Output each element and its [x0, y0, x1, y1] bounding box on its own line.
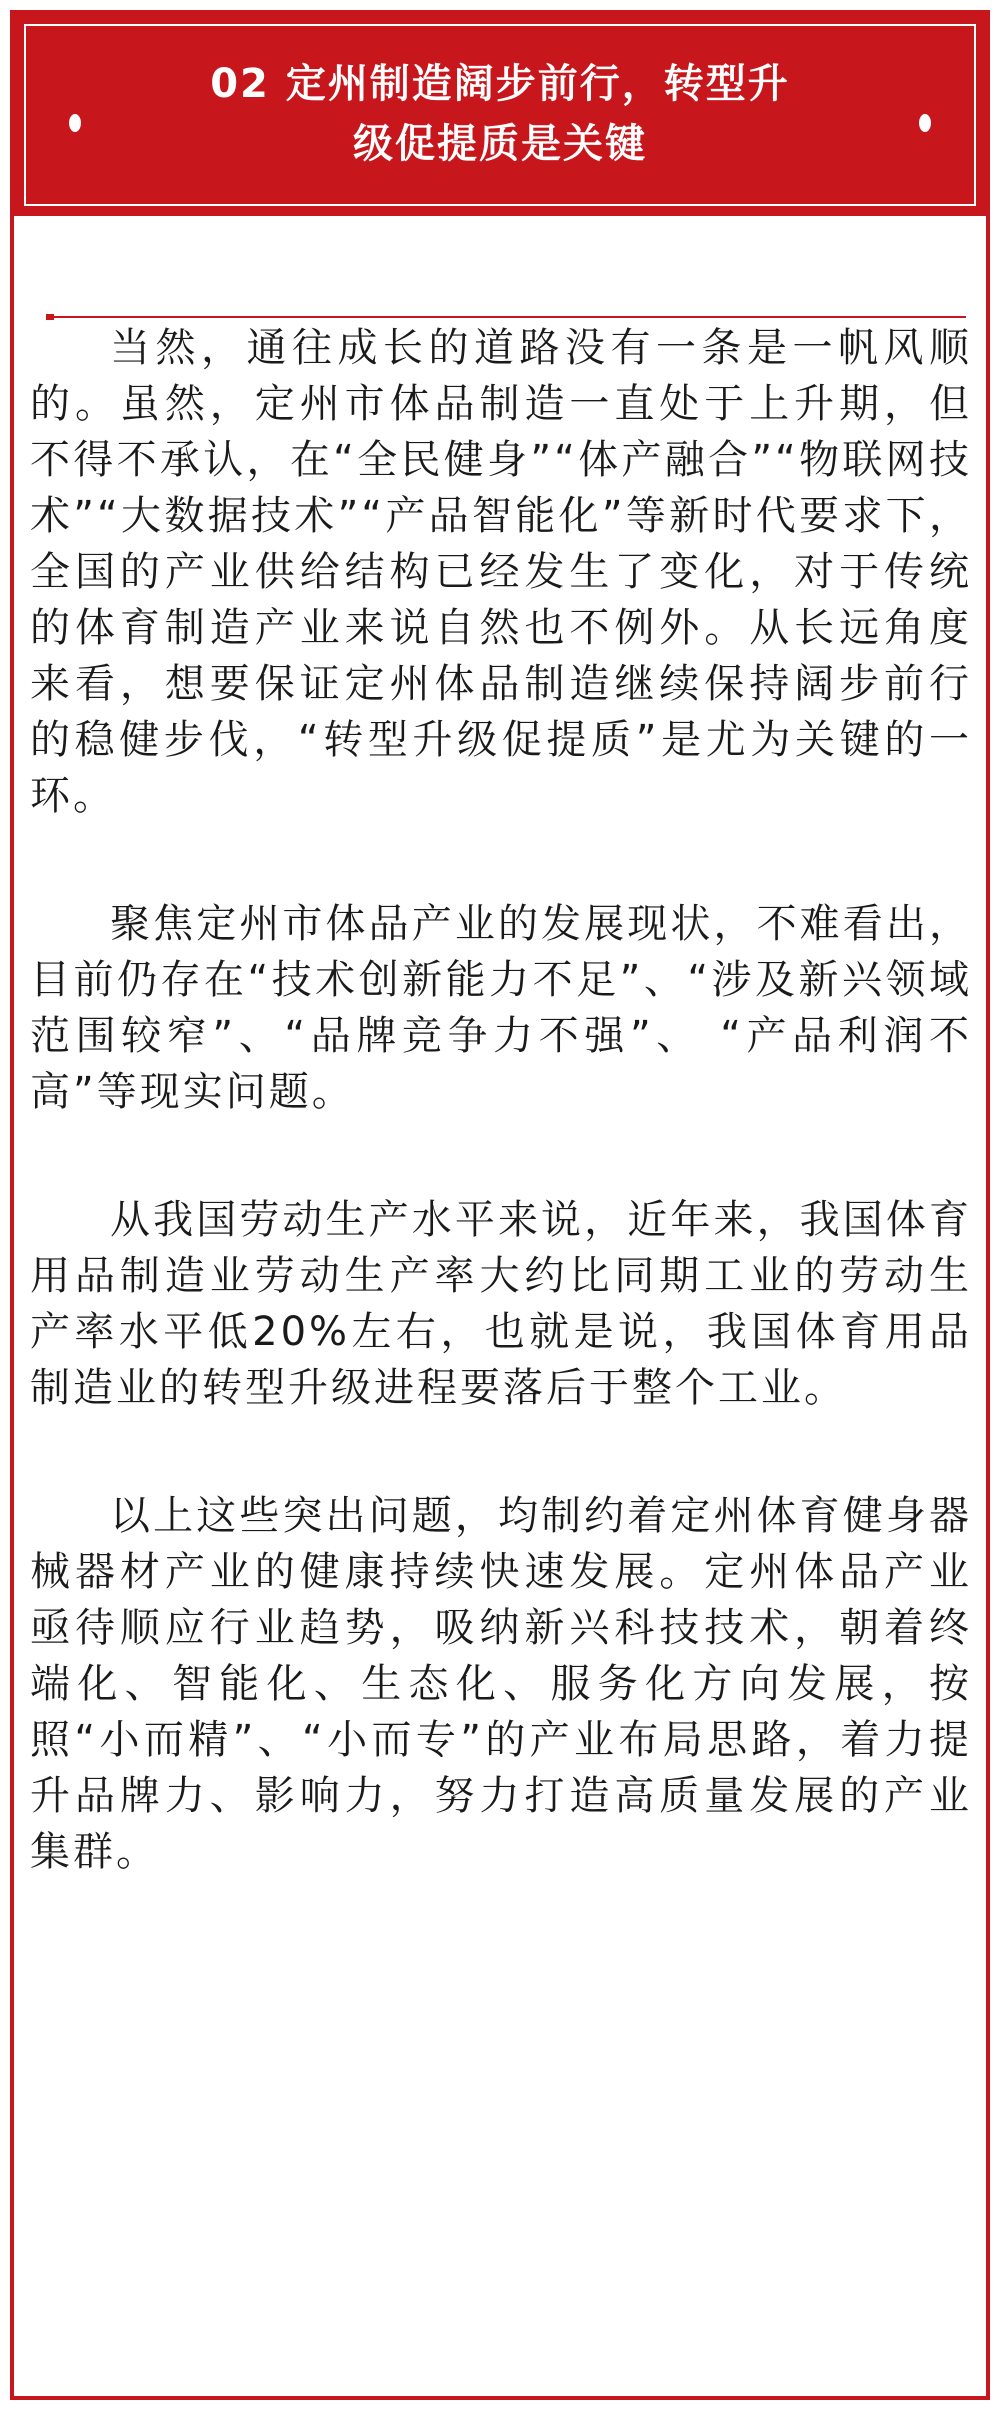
- article-frame: [10, 10, 990, 2400]
- paragraph-3: 从我国劳动生产水平来说，近年来，我国体育用品制造业劳动生产率大约比同期工业的劳动生产率水平低20%左右，也就是说，我国体育用品制造业的转型升级进程要落后于整个工业。: [30, 1197, 972, 1411]
- paragraph-1: 当然，通往成长的道路没有一条是一帆风顺的。虽然，定州市体品制造一直处于上升期，但不得不承认，在“全民健身”“体产融合”“物联网技术”“大数据技术”“产品智能化”等新时代要求下，全国的产业供给结构已经发生了变化，对于传统的体育制造产业来说自然也不例外。从长远角度来看，想要保证定州体品制造继续保持阔步前行的稳健步伐，“转型升级促提质”是尤为关键的一环。: [30, 325, 972, 819]
- article-body: [30, 320, 972, 1880]
- title-divider: [46, 316, 966, 318]
- section-header: [14, 14, 986, 216]
- bullet-dot-icon: [919, 114, 931, 132]
- bullet-dot-icon: [69, 114, 81, 132]
- paragraph-2: 聚焦定州市体品产业的发展现状，不难看出，目前仍存在“技术创新能力不足”、“涉及新兴领域范围较窄”、“品牌竞争力不强”、 “产品利润不高”等现实问题。: [30, 901, 972, 1115]
- section-title: 02 定州制造阔步前行，转型升 级促提质是关键: [210, 61, 790, 167]
- paragraph-4: 以上这些突出问题，均制约着定州体育健身器械器材产业的健康持续快速发展。定州体品产业亟待顺应行业趋势，吸纳新兴科技技术，朝着终端化、智能化、生态化、服务化方向发展，按照“小而精”、“小而专”的产业布局思路，着力提升品牌力、影响力，努力打造高质量发展的产业集群。: [30, 1493, 972, 1875]
